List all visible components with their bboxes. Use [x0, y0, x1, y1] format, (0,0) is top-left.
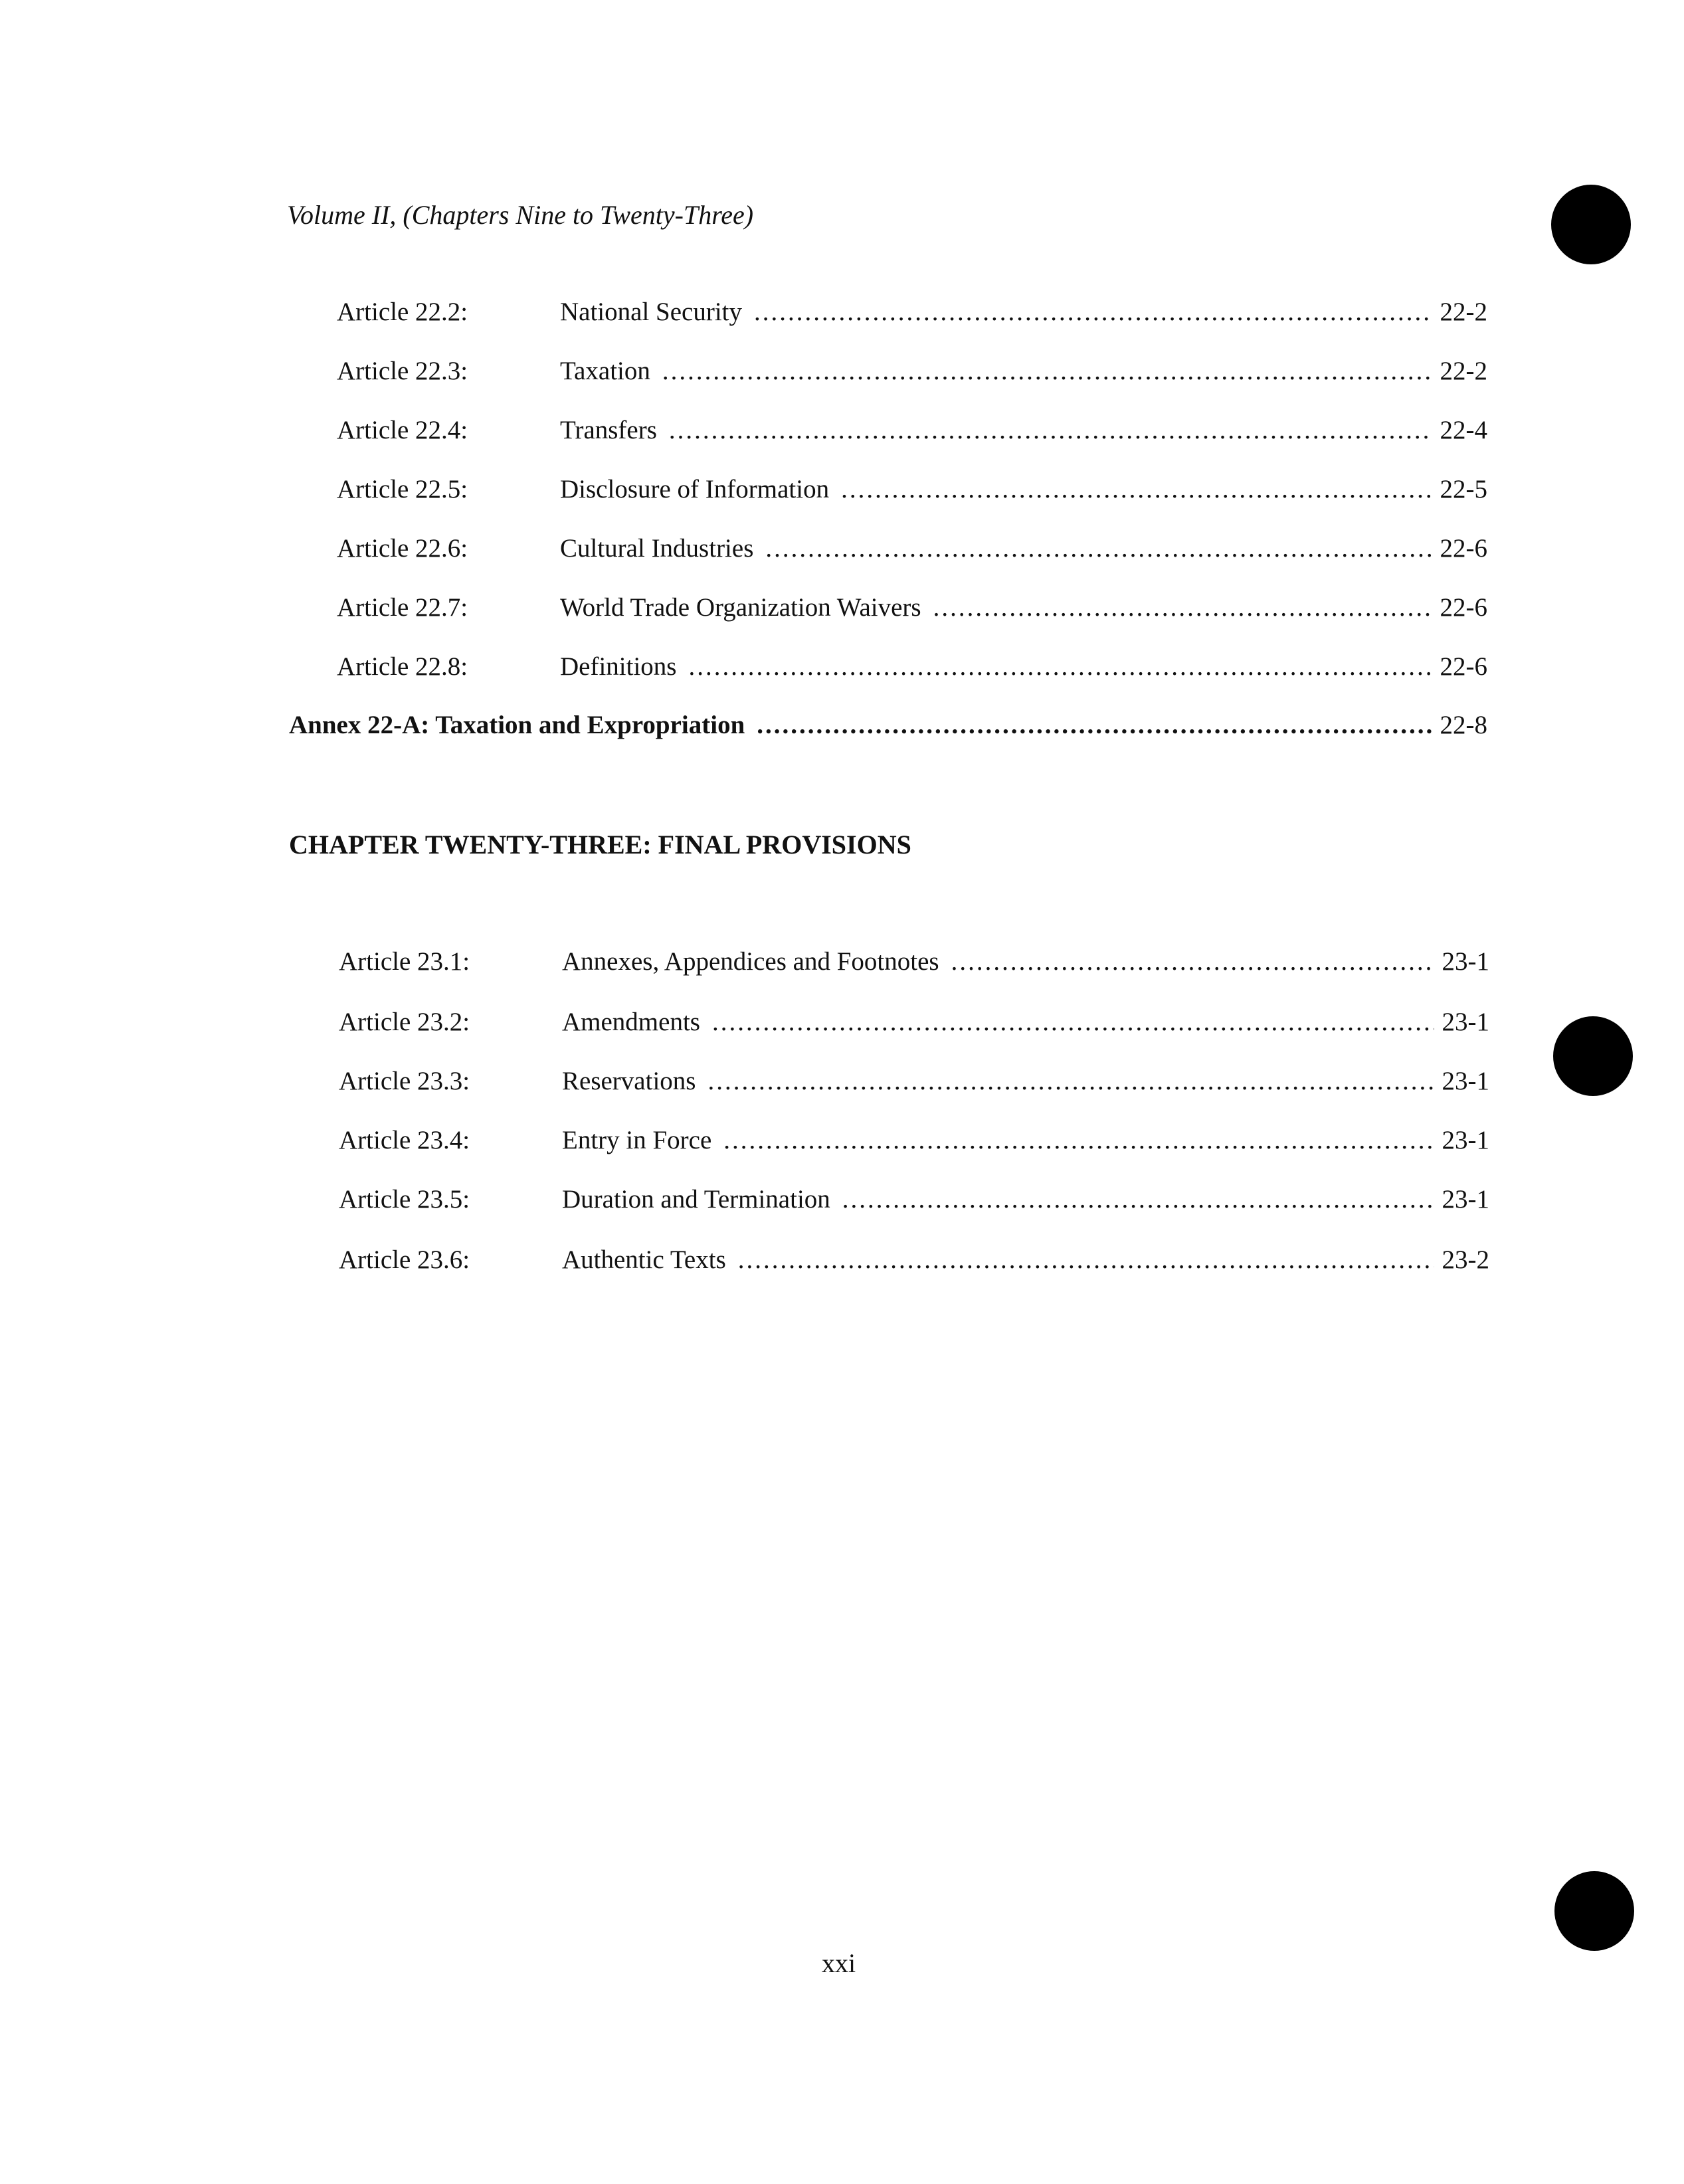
article-number: Article 23.2: [339, 1008, 470, 1036]
article-number: Article 22.5: [337, 475, 468, 503]
dot-leader [757, 710, 1432, 740]
dot-leader [842, 1184, 1434, 1214]
article-title: Reservations [562, 1067, 696, 1095]
volume-title: Volume II, (Chapters Nine to Twenty-Three) [287, 200, 754, 230]
toc-row [337, 474, 1487, 514]
dot-leader [933, 592, 1432, 622]
toc-row [339, 1066, 1489, 1106]
toc-row [339, 1184, 1489, 1224]
article-title: Amendments [562, 1008, 700, 1036]
page-ref: 23-1 [1442, 1126, 1489, 1154]
dot-leader [712, 1007, 1434, 1037]
page-ref: 22-4 [1440, 416, 1487, 444]
chapter-title: CHAPTER TWENTY-THREE: FINAL PROVISIONS [289, 830, 911, 860]
dot-leader [662, 356, 1432, 386]
page-ref: 22-8 [1440, 711, 1487, 739]
page-ref: 23-2 [1442, 1245, 1489, 1274]
article-number: Article 22.3: [337, 357, 468, 385]
article-title: National Security [560, 298, 743, 326]
article-number: Article 22.4: [337, 416, 468, 444]
toc-row [337, 652, 1487, 691]
page-ref: 22-2 [1440, 298, 1487, 326]
dot-leader [841, 474, 1432, 504]
annex-title: Annex 22-A: Taxation and Expropriation [289, 711, 745, 739]
toc-row [339, 947, 1489, 986]
toc-row [339, 1125, 1489, 1165]
dot-leader [765, 533, 1432, 563]
article-title: Disclosure of Information [560, 475, 830, 503]
toc-row [337, 415, 1487, 455]
article-number: Article 22.2: [337, 298, 468, 326]
dot-leader [688, 652, 1432, 682]
page-ref: 22-2 [1440, 357, 1487, 385]
dot-leader [738, 1245, 1434, 1275]
dot-leader [951, 947, 1434, 976]
dot-leader [754, 297, 1432, 327]
page-ref: 23-1 [1442, 1008, 1489, 1036]
dot-leader [723, 1125, 1434, 1155]
article-title: Transfers [560, 416, 657, 444]
article-number: Article 22.8: [337, 652, 468, 681]
punch-hole-bottom [1554, 1871, 1634, 1951]
dot-leader [707, 1066, 1434, 1096]
toc-row [337, 533, 1487, 573]
article-title: World Trade Organization Waivers [560, 593, 921, 622]
toc-row [337, 356, 1487, 396]
toc-row [337, 592, 1487, 632]
toc-row [339, 1245, 1489, 1285]
article-number: Article 22.6: [337, 534, 468, 563]
article-number: Article 23.4: [339, 1126, 470, 1154]
article-number: Article 23.1: [339, 947, 470, 976]
article-number: Article 23.6: [339, 1245, 470, 1274]
toc-row [337, 297, 1487, 337]
article-title: Annexes, Appendices and Footnotes [562, 947, 939, 976]
article-title: Authentic Texts [562, 1245, 726, 1274]
article-number: Article 23.5: [339, 1185, 470, 1214]
punch-hole-top [1551, 185, 1631, 264]
article-title: Taxation [560, 357, 650, 385]
page-ref: 23-1 [1442, 1067, 1489, 1095]
toc-row [339, 1007, 1489, 1047]
page-number: xxi [822, 1948, 856, 1978]
page-ref: 22-6 [1440, 593, 1487, 622]
article-title: Definitions [560, 652, 677, 681]
article-title: Entry in Force [562, 1126, 712, 1154]
page-ref: 23-1 [1442, 1185, 1489, 1214]
article-number: Article 22.7: [337, 593, 468, 622]
annex-row [289, 710, 1487, 750]
dot-leader [669, 415, 1432, 445]
article-title: Cultural Industries [560, 534, 754, 563]
page-ref: 22-5 [1440, 475, 1487, 503]
page-ref: 22-6 [1440, 534, 1487, 563]
punch-hole-middle [1553, 1016, 1633, 1096]
page-ref: 22-6 [1440, 652, 1487, 681]
page-ref: 23-1 [1442, 947, 1489, 976]
article-title: Duration and Termination [562, 1185, 830, 1214]
article-number: Article 23.3: [339, 1067, 470, 1095]
